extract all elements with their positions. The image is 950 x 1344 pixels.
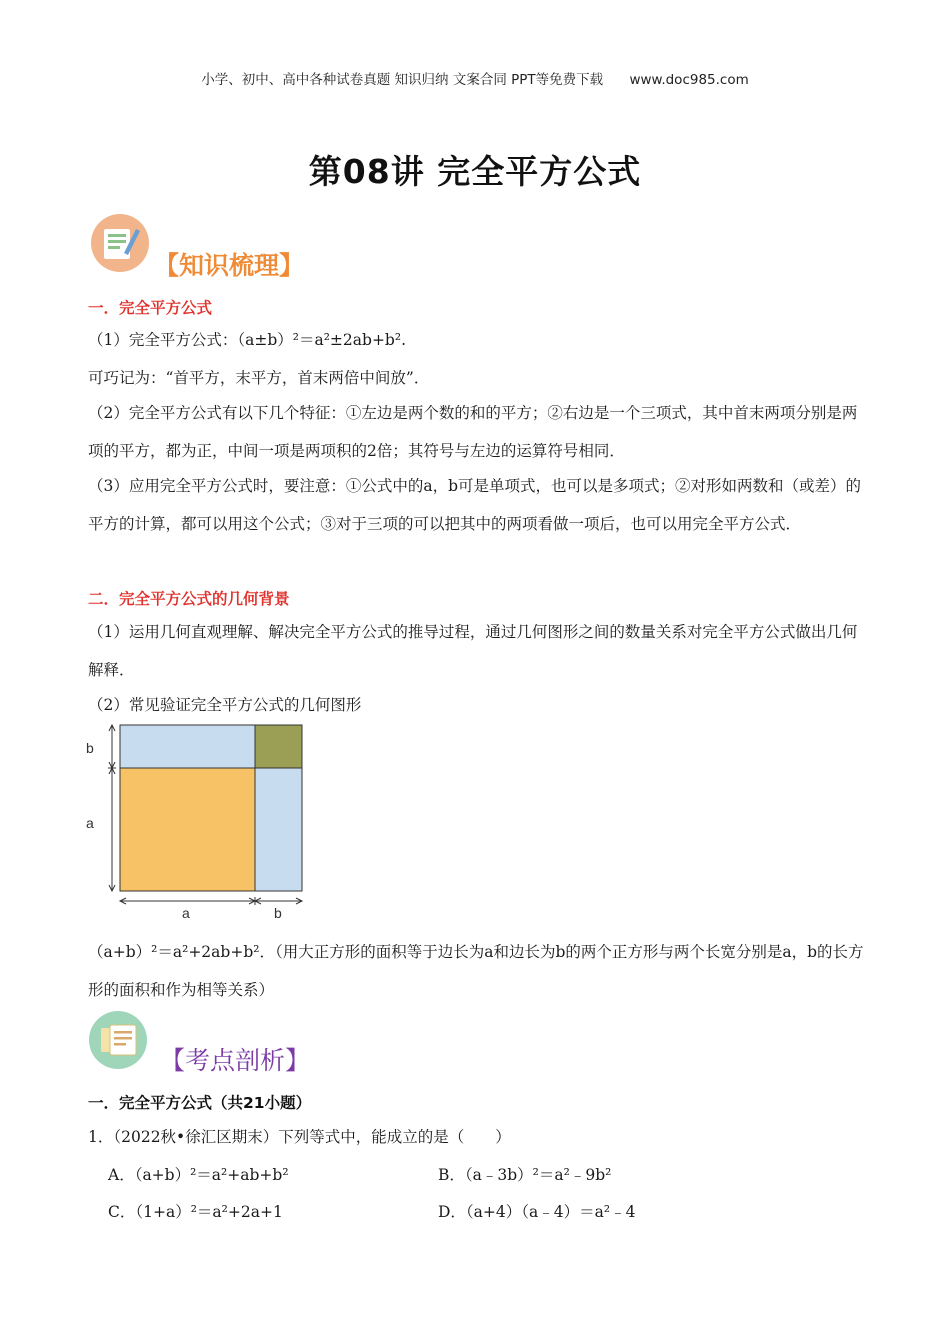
question-1-option-b[interactable]: B．（a﹣3b）²＝a²﹣9b² — [438, 1166, 612, 1184]
square-b — [255, 725, 302, 768]
question-1-option-d[interactable]: D．（a+4）（a﹣4）＝a²﹣4 — [438, 1203, 636, 1221]
question-1-stem: 1．（2022秋•徐汇区期末）下列等式中，能成立的是（ ） — [88, 1128, 511, 1146]
heading-analysis-1: 一．完全平方公式（共21小题） — [88, 1094, 312, 1112]
para-formula: （1）完全平方公式：（a±b）²＝a²±2ab+b². — [88, 331, 406, 349]
para-geometry-figure: （2）常见验证完全平方公式的几何图形 — [88, 696, 362, 714]
knowledge-section-title: 【知识梳理】 — [154, 251, 305, 280]
label-b-left: b — [86, 740, 94, 756]
heading-geometry: 二．完全平方公式的几何背景 — [88, 590, 290, 608]
page-title: 第08讲 完全平方公式 — [308, 152, 642, 191]
analysis-section-icon — [88, 1010, 148, 1070]
label-b-bottom: b — [274, 905, 282, 921]
heading-perfect-square: 一．完全平方公式 — [88, 299, 213, 317]
para-geometry-intro: （1）运用几何直观理解、解决完全平方公式的推导过程，通过几何图形之间的数量关系对完全平方公式做出几何解释． — [88, 623, 858, 679]
perfect-square-figure — [82, 722, 312, 922]
label-a-bottom: a — [182, 905, 190, 921]
square-a — [120, 768, 255, 891]
label-a-left: a — [86, 815, 94, 831]
analysis-section-title: 【考点剖析】 — [160, 1046, 311, 1075]
page-header — [0, 68, 950, 88]
para-mnemonic: 可巧记为：“首平方，末平方，首末两倍中间放”． — [88, 369, 430, 387]
rect-ab-right — [255, 768, 302, 891]
header-site-link[interactable]: www.doc985.com — [629, 72, 749, 88]
para-notes: （3）应用完全平方公式时，要注意：①公式中的a，b可是单项式，也可以是多项式；②对形如两数和（或差）的平方的计算，都可以用这个公式；③对于三项的可以把其中的两项看做一项后，也可以用完全平方公式． — [88, 477, 862, 533]
question-1-option-a[interactable]: A．（a+b）²＝a²+ab+b² — [108, 1166, 289, 1184]
para-features: （2）完全平方公式有以下几个特征：①左边是两个数的和的平方；②右边是一个三项式，其中首末两项分别是两项的平方，都为正，中间一项是两项积的2倍；其符号与左边的运算符号相同． — [88, 404, 858, 460]
header-text: 小学、初中、高中各种试卷真题 知识归纳 文案合同 PPT等免费下载 — [201, 72, 604, 88]
rect-ab-top — [120, 725, 255, 768]
knowledge-section-icon — [90, 213, 150, 273]
question-1-option-c[interactable]: C．（1+a）²＝a²+2a+1 — [108, 1203, 283, 1221]
para-geometry-explain: （a+b）²＝a²+2ab+b²．（用大正方形的面积等于边长为a和边长为b的两个正方形与两个长宽分别是a，b的长方形的面积和作为相等关系） — [88, 943, 864, 999]
